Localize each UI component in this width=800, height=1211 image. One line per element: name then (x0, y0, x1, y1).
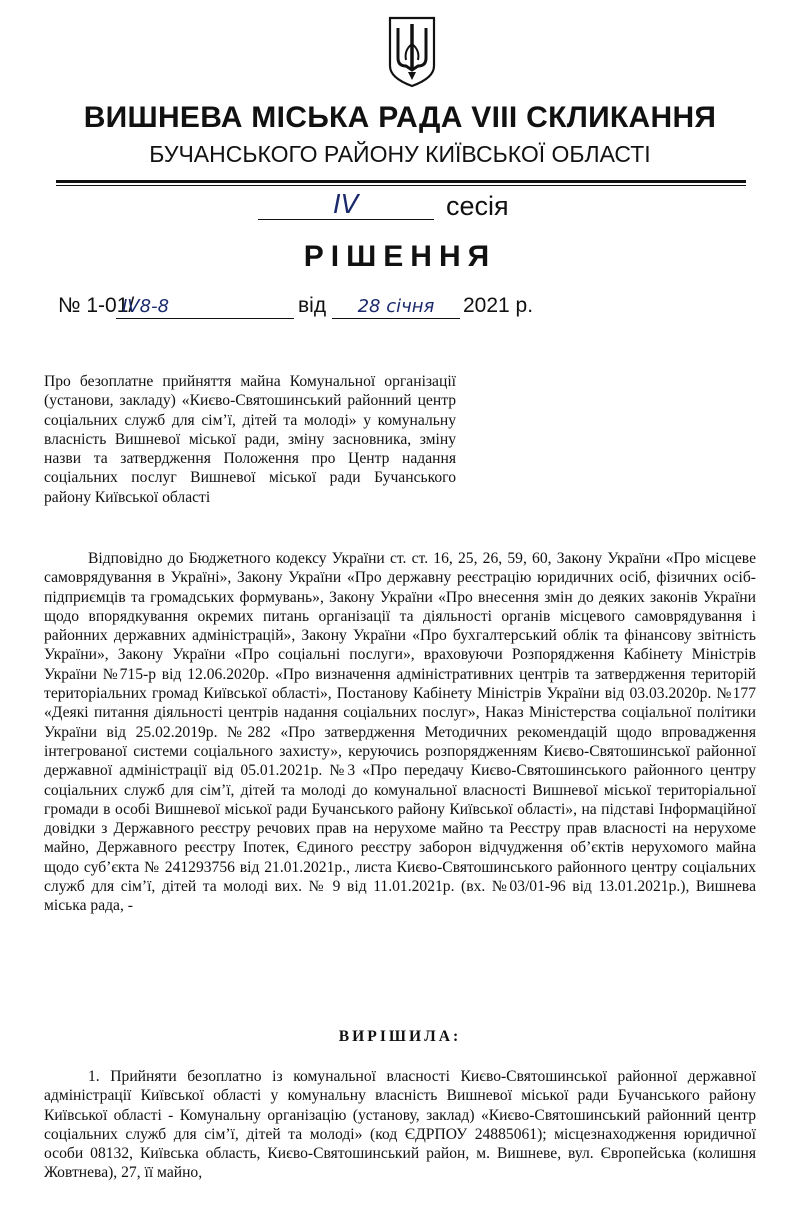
session-number-blank (258, 189, 434, 220)
resolved-heading: ВИРІШИЛА: (338, 1028, 462, 1045)
resolution-item: 1. Прийняти безоплатно із комунальної власності Києво-Святошинської районної державної адміністрації Київської області у комунальну власність Вишневої міської ради Бучанського району Київської області - Комунальну організацію (установу, заклад) «Києво-Святошинський районний центр соціальних служб для сім’ї, дітей та молоді» (код ЄДРПОУ 24885061); місцезнаходження юридичної особи 08132, Київська область, Києво-Святошинський район, м. Вишневе, вул. Європейська (колишня Жовтнева), 27, її майно, (44, 1068, 756, 1182)
decision-number-line (58, 290, 558, 324)
district-title: БУЧАНСЬКОГО РАЙОНУ КИЇВСЬКОЇ ОБЛАСТІ (149, 141, 651, 167)
date-prefix: від (298, 294, 327, 317)
header-rule-thick (56, 180, 746, 183)
session-number: IV (333, 190, 359, 220)
trident-emblem-icon (386, 14, 438, 88)
decision-title: РІШЕННЯ (303, 240, 497, 273)
decision-number-blank (116, 290, 294, 319)
header-rule-thin (56, 185, 746, 186)
date-blank (332, 290, 460, 319)
decision-subject: Про безоплатне прийняття майна Комунальної організації (установи, закладу) «Києво-Святошинський районний центр соціальних служб для сім’ї, дітей та молоді» у комунальну власність Вишневої міської ради, зміну засновника, зміну назви та затвердження Положення про Центр надання соціальних послуг Вишневої міської ради Бучанського району Київської області (44, 373, 456, 506)
decision-number-value: IV8-8 (122, 296, 170, 317)
year-suffix: 2021 р. (463, 294, 534, 317)
preamble-text: Відповідно до Бюджетного кодексу України ст. ст. 16, 25, 26, 59, 60, Закону України «Про місцеве самоврядування в Україні», Закону України «Про державну реєстрацію юридичних осіб, фізичних осіб-підприємців та громадських формувань», Закону України «Про внесення змін до деяких законів України щодо впорядкування окремих питань організації та діяльності органів місцевого самоврядування і районних державних адміністрацій», Закону України «Про бухгалтерський облік та фінансову звітність України», Закону України «Про соціальні послуги», враховуючи Розпорядження Кабінету Міністрів України №715-р від 12.06.2020р. «Про визначення адміністративних центрів та затвердження територій територіальних громад Київської області», Постанову Кабінету Міністрів України від 03.03.2020р. №177 «Деякі питання діяльності центрів надання соціальних послуг», Наказ Міністерства соціальної політики України від 25.02.2019р. №282 «Про затвердження Методичних рекомендацій щодо впровадження інтегрованої системи соціального захисту», керуючись розпорядженням Києво-Святошинської районної державної адміністрації від 05.01.2021р. №3 «Про передачу Києво-Святошинського районного центру соціальних служб для сім’ї, дітей та молоді до комунальної власності Вишневої міської територіальної громади в особі Вишневої міської ради Бучанського району Київської області», на підставі Інформаційної довідки з Державного реєстру речових прав на нерухоме майно та Реєстру прав власності на нерухоме майно, Державного реєстру Іпотек, Єдиного реєстру заборон відчудження об’єктів нерухомого майна щодо суб’єкта № 241293756 від 21.01.2021р., листа Києво-Святошинського районного центру соціальних служб для сім’ї, дітей та молоді вих. № 9 від 11.01.2021р. (вх. №03/01-96 від 13.01.2021р.), Вишнева міська рада, - (44, 550, 756, 915)
session-line (258, 189, 548, 225)
council-title: ВИШНЕВА МІСЬКА РАДА VIII СКЛИКАННЯ (83, 101, 717, 134)
decision-number-prefix: № 1-01/ (58, 294, 135, 317)
date-value: 28 січня (357, 296, 435, 317)
session-label: сесія (446, 191, 509, 221)
